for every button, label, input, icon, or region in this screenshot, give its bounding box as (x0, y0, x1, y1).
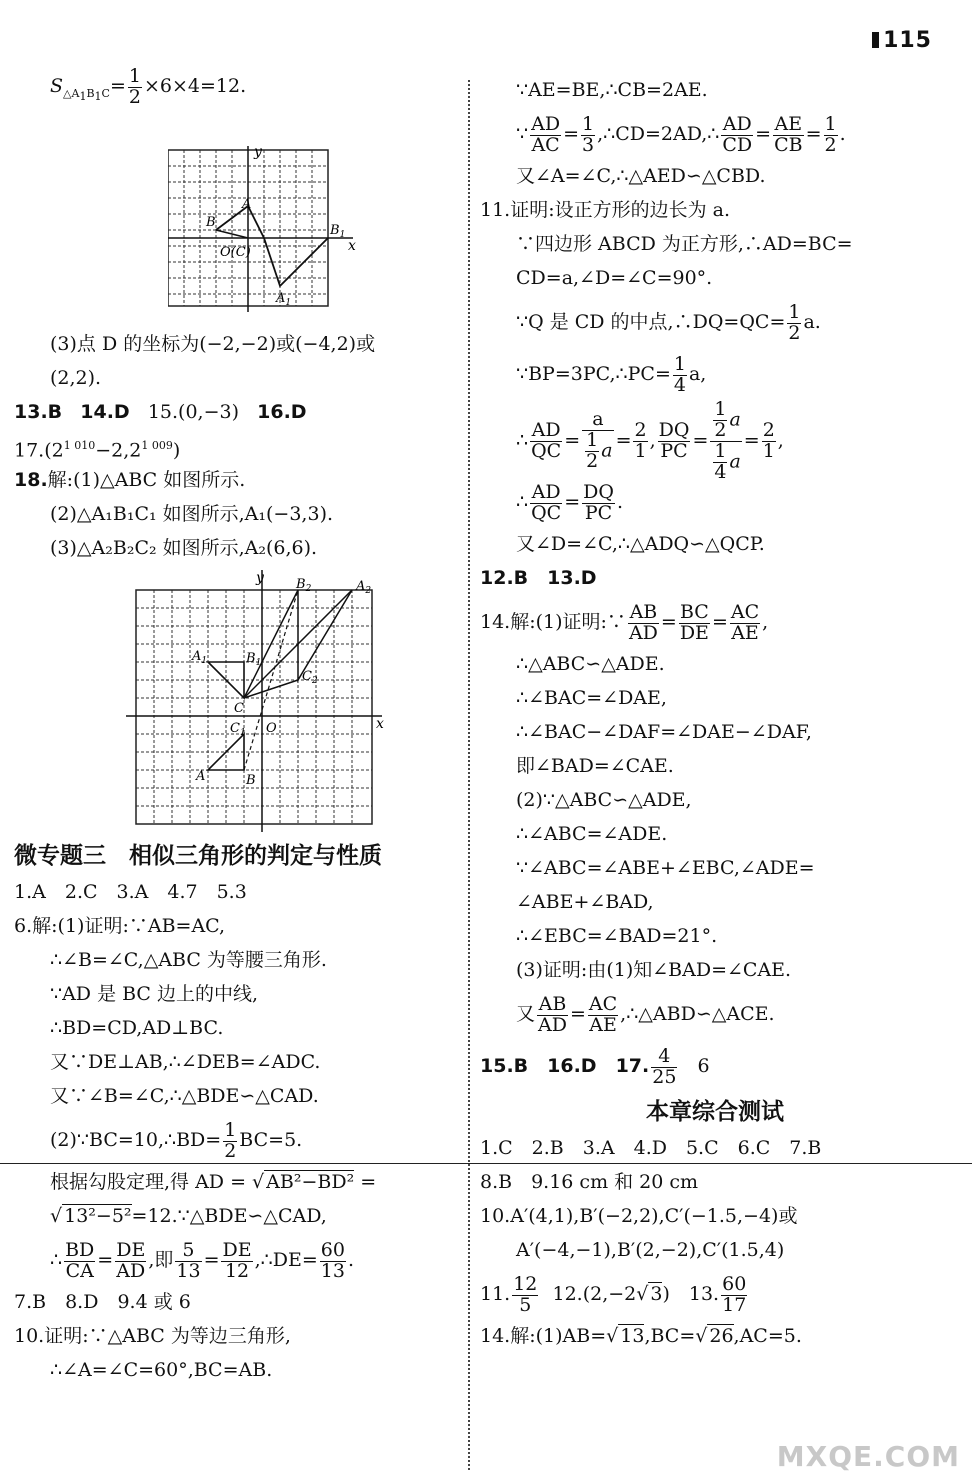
section-heading: 微专题三 相似三角形的判定与性质 (14, 843, 382, 869)
answers-12-13: 12.B 13.D (480, 567, 597, 589)
svg-text:B: B (246, 773, 256, 788)
right-column (480, 74, 950, 1354)
text-line: (2,2). (50, 367, 102, 389)
svg-text:A: A (242, 197, 252, 212)
text-line: ∴∠A=∠C=60°,BC=AB. (50, 1359, 273, 1381)
text-line: ∴∠BAC=∠DAE, (516, 687, 667, 709)
svg-text:B2: $B_2$ (296, 577, 312, 594)
text-line: ∴∠B=∠C,△ABC 为等腰三角形. (50, 949, 327, 971)
text-line: (3)证明:由(1)知∠BAD=∠CAE. (516, 959, 792, 981)
text-line: 又∵DE⊥AB,∴∠DEB=∠ADC. (50, 1051, 321, 1073)
section-heading-2: 本章综合测试 (646, 1099, 784, 1125)
text-line: 10.证明:∵△ABC 为等边三角形, (14, 1325, 291, 1347)
answers-7-9: 7.B 8.D 9.4 或 6 (14, 1291, 191, 1313)
watermark: MXQE.COM (776, 1440, 960, 1473)
coordinate-figure-1 (168, 146, 358, 316)
coordinate-figure-2 (126, 570, 386, 832)
text-line: ∴∠EBC=∠BAD=21°. (516, 925, 718, 947)
text-line: ∵BP=3PC,∴PC= $\frac{1}{4}$ a, (516, 352, 707, 396)
answers-1-5: 1.A 2.C 3.A 4.7 5.3 (14, 881, 247, 903)
svg-text:A: A (196, 769, 206, 784)
answers-8-9: 8.B 9.16 cm 和 20 cm (480, 1171, 699, 1193)
text-line: 即∠BAD=∠CAE. (516, 755, 674, 777)
text-line: ∵ $\frac{AD}{AC}$ = $\frac{1}{3}$ ,∴CD=2AD,∴ $\frac{AD}{CD}$ = $\frac{AE}{CB}$ = $\frac{1}{2}$ . (516, 112, 846, 156)
text-line: ∴ $\frac{AD}{QC}$ = a $\frac{1}{2}$ a = $\frac{2}{1}$ , $\frac{DQ}{PC}$ = $\frac{1}{2}$ a $\frac{1}{4}$ a = $\frac{2}{1}$ , (516, 398, 784, 483)
answer-17: $17.(2^{1 010}-2,2^{1 009})$ (14, 439, 181, 462)
svg-text:A1: $A_1$ (276, 291, 292, 308)
text-line: ∴∠ABC=∠ADE. (516, 823, 668, 845)
text-line: ∵Q 是 CD 的中点,∴DQ=QC= $\frac{1}{2}$ a. (516, 300, 821, 344)
page-number: 115 (872, 28, 932, 53)
text-line: ∵AD 是 BC 边上的中线, (50, 983, 259, 1005)
svg-text:B1: $B_1$ (246, 651, 262, 668)
answer-10: 10.A′(4,1),B′(−2,2),C′(−1.5,−4)或 (480, 1205, 798, 1227)
answer-18: 18.解:(1)△ABC 如图所示. (14, 469, 246, 491)
answers-1-7: 1.C 2.B 3.A 4.D 5.C 6.C 7.B (480, 1137, 822, 1159)
svg-text:C2: $C_2$ (302, 669, 318, 686)
svg-text:B: B (206, 215, 216, 230)
answers-13-16: 13.B 14.D 15.(0,−3) 16.D (14, 401, 307, 423)
svg-text:O(C): O(C) (220, 245, 251, 260)
text-line: A′(−4,−1),B′(2,−2),C′(1.5,4) (516, 1239, 785, 1261)
text-line: (3)点 D 的坐标为(−2,−2)或(−4,2)或 (50, 333, 376, 355)
svg-text:C1: $C_1$ (230, 721, 246, 738)
svg-text:x: x (376, 716, 384, 732)
svg-text:y: y (256, 570, 264, 586)
text-line: ∴ $\frac{AD}{QC}$ = $\frac{DQ}{PC}$ . (516, 480, 623, 524)
svg-text:A1: $A_1$ (192, 649, 208, 666)
text-line: 又∠D=∠C,∴△ADQ∽△QCP. (516, 533, 765, 555)
text-line: (2)∵△ABC∽△ADE, (516, 789, 692, 811)
text-line: (2)∵BC=10,∴BD= $\frac{1}{2}$ BC=5. (50, 1118, 303, 1162)
left-column (14, 64, 464, 1388)
text-line: 又∠A=∠C,∴△AED∽△CBD. (516, 165, 766, 187)
svg-text:C: C (234, 701, 244, 716)
svg-text:O: O (266, 721, 277, 736)
answers-11-13: 11. $\frac{12}{5}$ 12.(2,−2√ 3) 13. $\frac{60}{17}$ (480, 1272, 747, 1316)
text-line: ∠ABE+∠BAD, (516, 891, 654, 913)
answers-15-17: 15.B 16.D 17. $\frac{4}{25}$ 6 (480, 1044, 710, 1088)
text-line: ∵四边形 ABCD 为正方形,∴AD=BC= (516, 233, 853, 255)
text-line: (2)△A₁B₁C₁ 如图所示,A₁(−3,3). (50, 503, 334, 525)
text-line: 11.证明:设正方形的边长为 a. (480, 199, 731, 221)
column-divider (468, 80, 470, 1470)
svg-text:B1: $B_1$ (330, 223, 346, 240)
area-line: $S_{\triangle A_1B_1C}=$ $\frac{1}{2}$ ×6×4=12. (50, 64, 247, 108)
x-axis-label: x (348, 238, 356, 254)
text-line: CD=a,∠D=∠C=90°. (516, 267, 713, 289)
text-line: ∴ $\frac{BD}{CA}$ = $\frac{DE}{AD}$ ,即 $\frac{5}{13}$ = $\frac{DE}{12}$ ,∴DE= $\frac{60}{13}$ . (50, 1238, 354, 1282)
text-line: 又∵∠B=∠C,∴△BDE∽△CAD. (50, 1085, 319, 1107)
text-line: ∴∠BAC−∠DAF=∠DAE−∠DAF, (516, 721, 812, 743)
text-line: ∴BD=CD,AD⊥BC. (50, 1017, 224, 1039)
text-line: ∴△ABC∽△ADE. (516, 653, 665, 675)
text-line: 根据勾股定理,得 AD = √ AB²−BD² = (50, 1171, 377, 1193)
text-line: √ 13²−5²=12.∵△BDE∽△CAD, (50, 1205, 327, 1227)
svg-text:A2: $A_2$ (356, 579, 372, 596)
text-line: 14.解:(1)证明:∵ $\frac{AB}{AD}$ = $\frac{BC}{DE}$ = $\frac{AC}{AE}$ , (480, 600, 769, 644)
text-line: 6.解:(1)证明:∵AB=AC, (14, 915, 226, 937)
text-line: (3)△A₂B₂C₂ 如图所示,A₂(6,6). (50, 537, 318, 559)
text-line: ∵∠ABC=∠ABE+∠EBC,∠ADE= (516, 857, 815, 879)
text-line: ∵AE=BE,∴CB=2AE. (516, 79, 708, 101)
answer-14: 14.解:(1)AB=√ 13,BC=√ 26,AC=5. (480, 1325, 802, 1347)
y-axis-label: y (254, 146, 262, 160)
text-line: 又 $\frac{AB}{AD}$ = $\frac{AC}{AE}$ ,∴△ABD∽△ACE. (516, 992, 775, 1036)
